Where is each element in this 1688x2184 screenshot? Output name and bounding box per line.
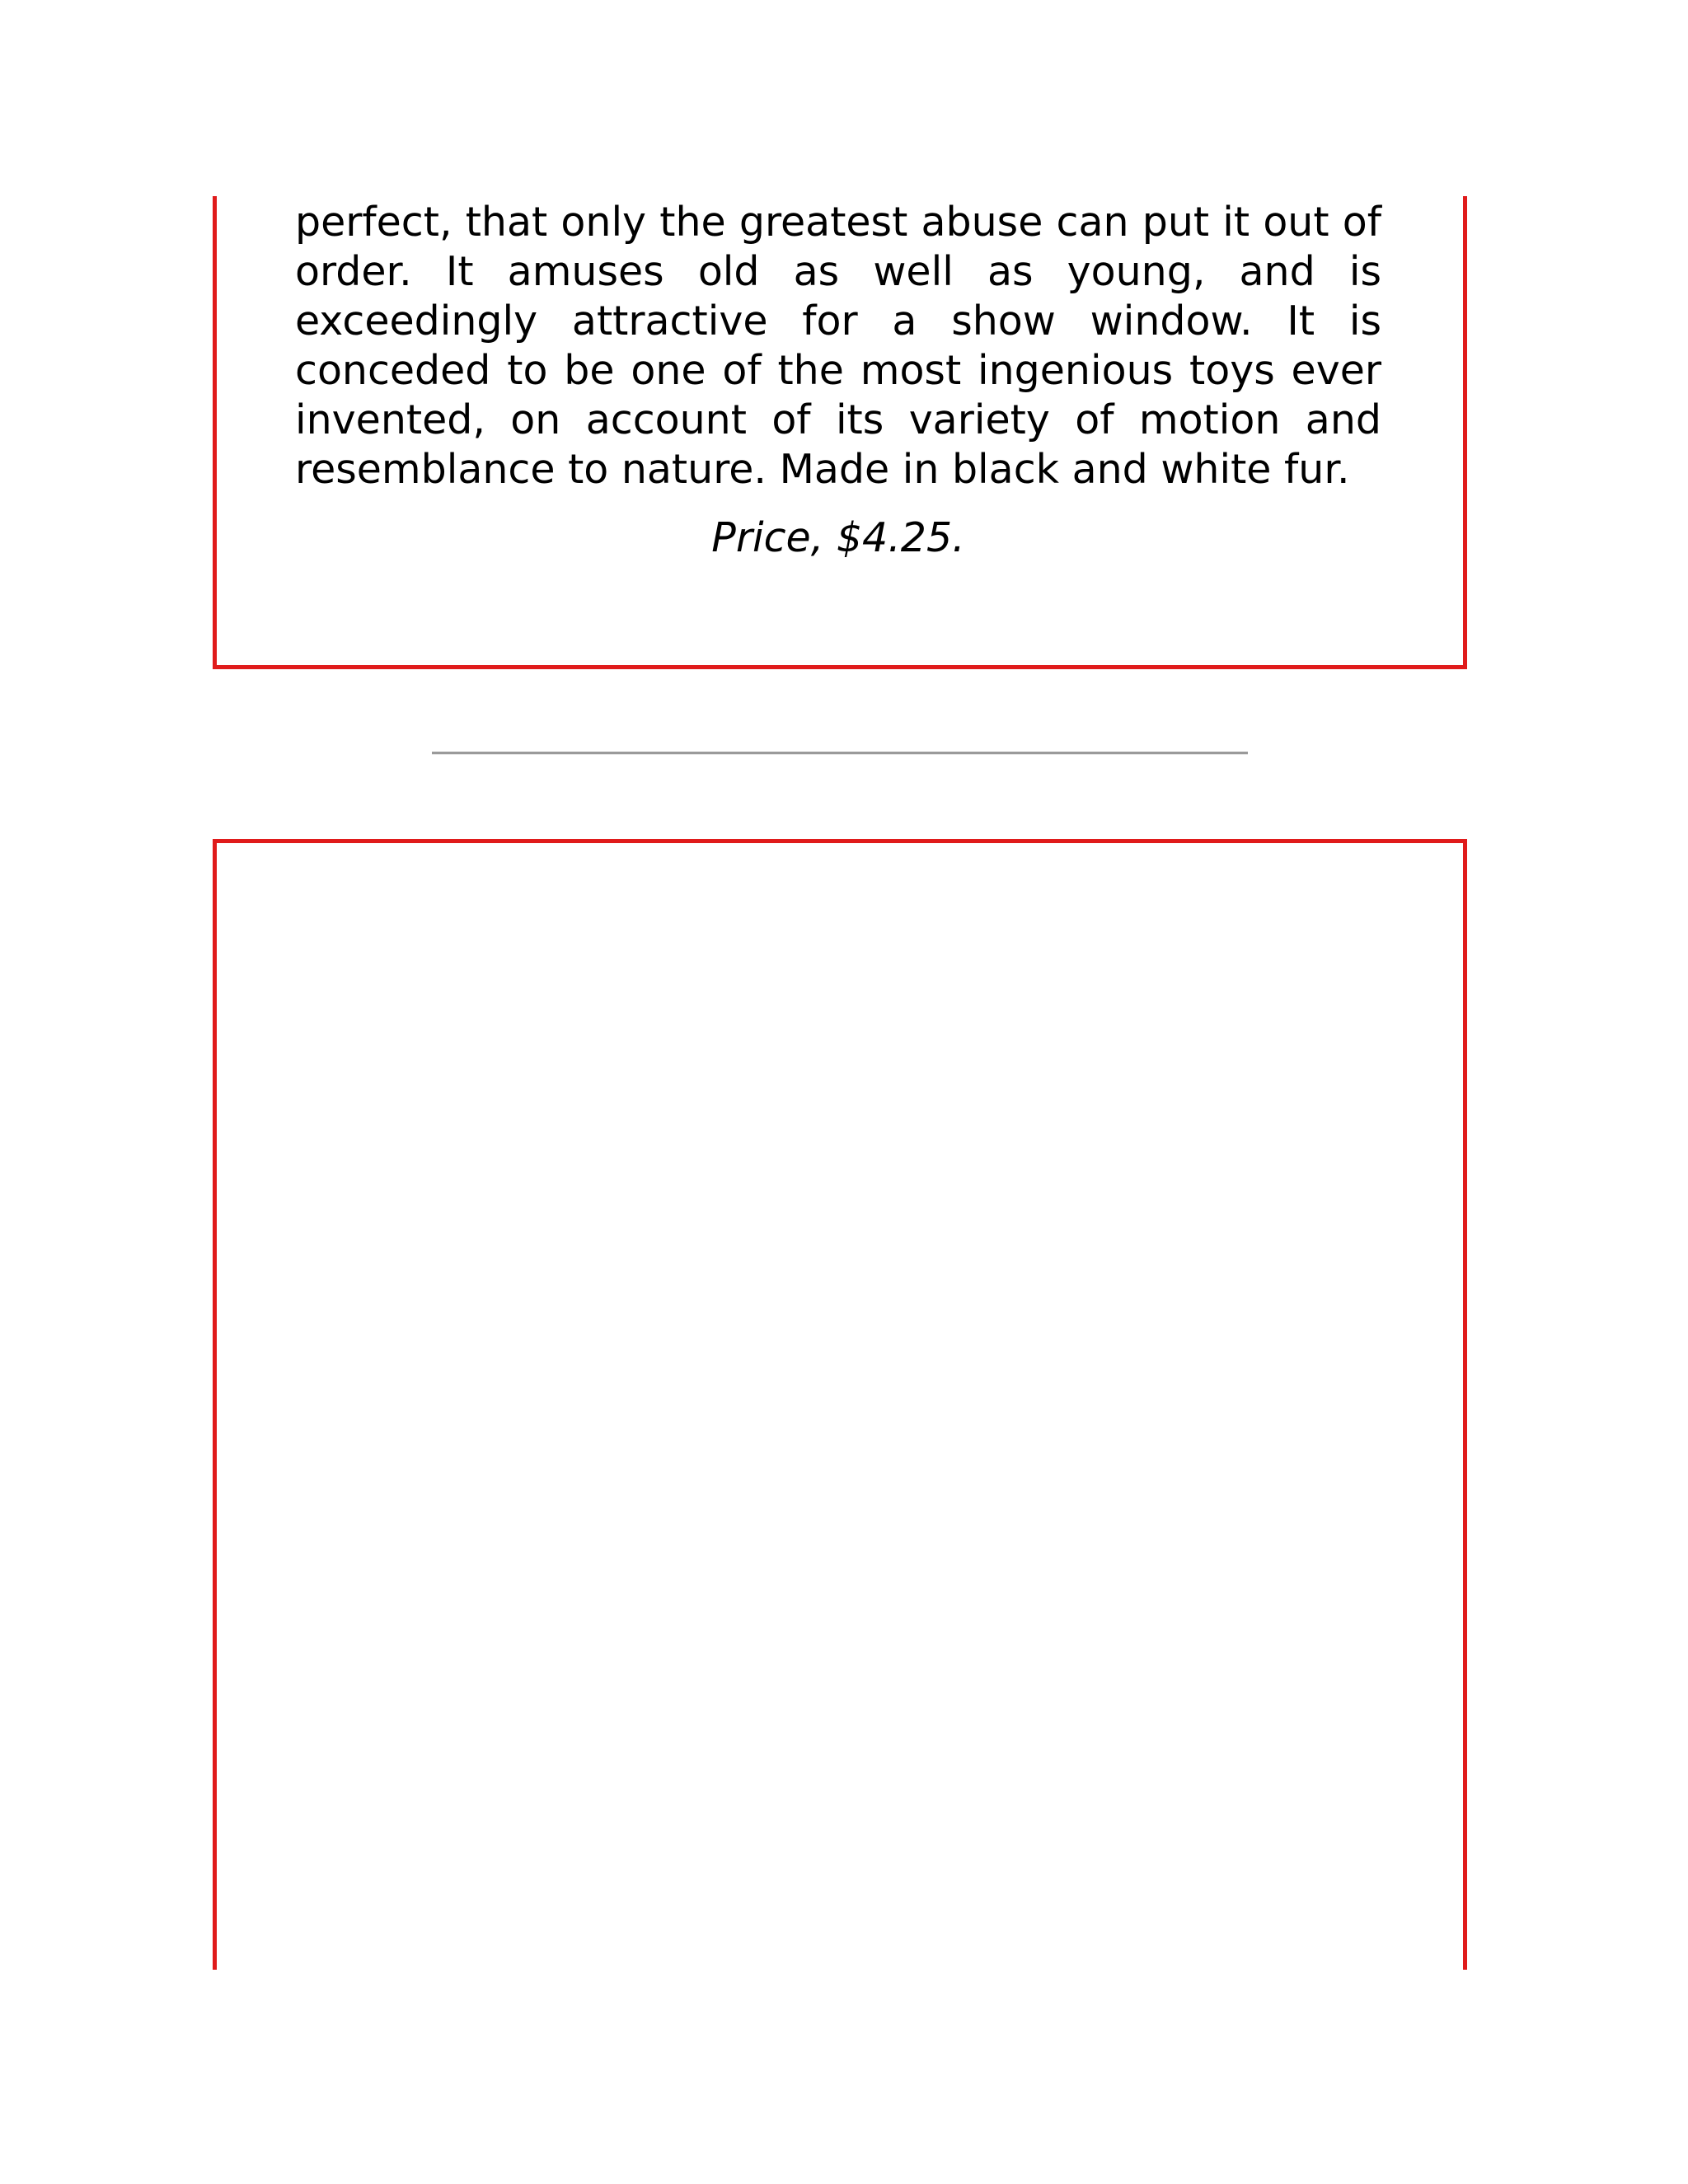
item-price: Price, $4.25. xyxy=(711,514,965,561)
item-frame-bottom xyxy=(213,839,1467,1970)
item-description: perfect, that only the greatest abuse can put it out of order. It amuses old as well as young, and is exceedingly attractive for a show window. It is conceded to be one of the most ingenious toys ever invented, on account of its variety of motion and resemblance to nature. Made in black and white fur. xyxy=(295,199,1381,493)
section-divider xyxy=(432,752,1248,755)
